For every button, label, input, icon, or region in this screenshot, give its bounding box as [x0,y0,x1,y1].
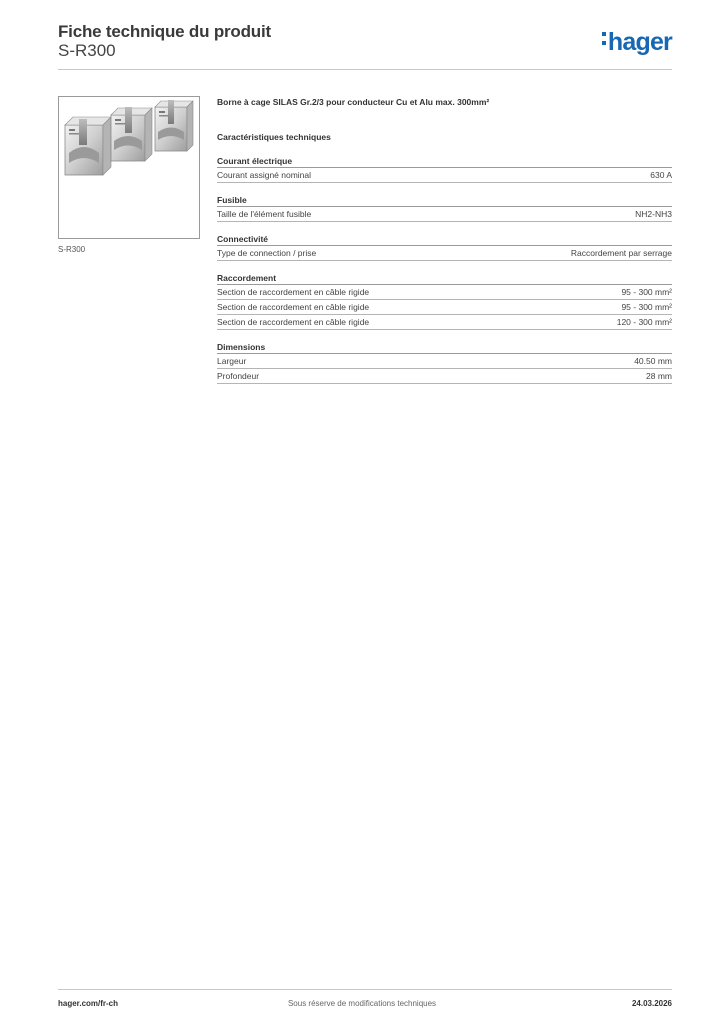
spec-value: Raccordement par serrage [570,248,672,258]
image-caption: S-R300 [58,245,86,254]
spec-group-title: Courant électrique [217,155,672,168]
spec-row [217,168,672,183]
spec-value: 630 A [650,170,672,180]
terminal-3 [155,100,193,151]
spec-value: 120 - 300 mm² [616,317,672,327]
spec-value: 28 mm [646,371,672,381]
spec-label: Section de raccordement en câble rigide [217,302,370,312]
footer-website: hager.com/fr-ch [58,999,119,1008]
product-image [58,96,200,239]
spec-value: 40.50 mm [634,356,672,366]
spec-groups [217,155,672,384]
spec-label: Courant assigné nominal [217,170,312,180]
cage-terminal-illustration [59,97,199,238]
spec-row [217,207,672,222]
spec-group-title: Dimensions [217,341,672,354]
spec-group [217,272,672,330]
footer-disclaimer: Sous réserve de modifications techniques [287,999,437,1008]
spec-row [217,369,672,384]
spec-row [217,315,672,330]
spec-group [217,155,672,183]
spec-value: 95 - 300 mm² [621,302,672,312]
terminal-2 [111,107,152,161]
hager-logo [602,28,672,55]
spec-value: NH2-NH3 [635,209,672,219]
spec-row [217,246,672,261]
spec-group-title: Raccordement [217,272,672,285]
spec-row [217,300,672,315]
spec-group-title: Fusible [217,194,672,207]
technical-characteristics-heading: Caractéristiques techniques [217,132,331,142]
logo-text: hager [607,28,672,56]
specifications-panel [217,96,672,384]
spec-label: Type de connection / prise [217,248,317,258]
spec-label: Section de raccordement en câble rigide [217,317,370,327]
spec-label: Taille de l'élément fusible [217,209,312,219]
spec-label: Largeur [217,356,247,366]
header-divider [58,69,672,70]
spec-row [217,354,672,369]
product-reference: S-R300 [58,41,116,60]
page-header [58,20,672,70]
spec-label: Profondeur [217,371,260,381]
product-description: Borne à cage SILAS Gr.2/3 pour conducteur Cu et Alu max. 300mm² [217,97,490,107]
spec-group-title: Connectivité [217,233,672,246]
spec-label: Section de raccordement en câble rigide [217,287,370,297]
document-title: Fiche technique du produit [58,22,271,41]
spec-group [217,233,672,261]
spec-group [217,341,672,384]
spec-row [217,285,672,300]
logo-colon-icon [602,27,608,49]
terminal-1 [65,117,111,175]
spec-value: 95 - 300 mm² [621,287,672,297]
footer-date: 24.03.2026 [631,999,672,1008]
spec-group [217,194,672,222]
footer-divider [58,989,672,990]
